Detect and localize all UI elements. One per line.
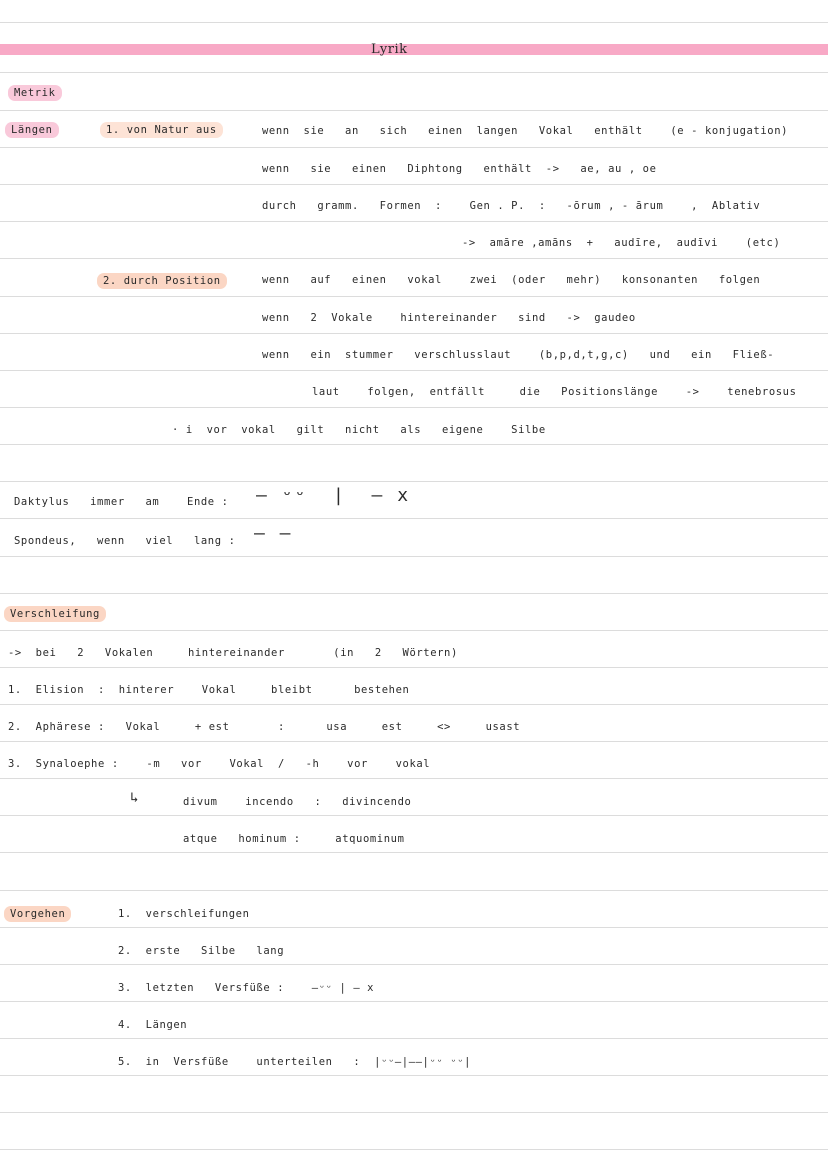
page-title: Lyrik bbox=[371, 42, 408, 57]
ruled-line bbox=[0, 1149, 828, 1150]
ruled-line bbox=[0, 1038, 828, 1039]
vorgehen-step-3: 3. letzten Versfüße : —ᵕᵕ | — x bbox=[118, 982, 375, 994]
position-line-1: wenn auf einen vokal zwei (oder mehr) konsonanten folgen bbox=[262, 274, 761, 286]
position-line-3: wenn ein stummer verschlusslaut (b,p,d,t,g,c) und ein Fließ- bbox=[262, 349, 775, 361]
aphaerese-line: 2. Aphärese : Vokal + est : usa est <> usast bbox=[8, 721, 521, 733]
vorgehen-step-1: 1. verschleifungen bbox=[118, 908, 250, 920]
daktylus-symbol: — ᵕᵕ | — x bbox=[256, 485, 411, 506]
section-label-metrik: Metrik bbox=[8, 85, 62, 101]
title-highlight-bar bbox=[0, 44, 828, 55]
position-line-2: wenn 2 Vokale hintereinander sind -> gaudeo bbox=[262, 312, 636, 324]
ruled-line bbox=[0, 147, 828, 148]
spondeus-text: Spondeus, wenn viel lang : bbox=[14, 535, 236, 547]
natur-line-1: wenn sie an sich einen langen Vokal enthält (e - konjugation) bbox=[262, 125, 789, 137]
ruled-line bbox=[0, 333, 828, 334]
i-vor-vokal-note: · i vor vokal gilt nicht als eigene Silbe bbox=[172, 424, 546, 436]
elision-line: 1. Elision : hinterer Vokal bleibt bestehen bbox=[8, 684, 410, 696]
natur-line-4: -> amāre ,amāns + audīre, audīvi (etc) bbox=[462, 237, 781, 249]
natur-line-3: durch gramm. Formen : Gen . P. : -ōrum , - ārum , Ablativ bbox=[262, 200, 761, 212]
ruled-line bbox=[0, 72, 828, 73]
natur-line-2: wenn sie einen Diphtong enthält -> ae, au , oe bbox=[262, 163, 657, 175]
ruled-line bbox=[0, 518, 828, 519]
section-label-verschleifung: Verschleifung bbox=[4, 606, 106, 622]
hook-arrow-icon: ↳ bbox=[130, 790, 140, 806]
spondeus-symbol: — — bbox=[254, 523, 293, 544]
verschleifung-intro: -> bei 2 Vokalen hintereinander (in 2 Wörtern) bbox=[8, 647, 458, 659]
ruled-line bbox=[0, 370, 828, 371]
ruled-line bbox=[0, 110, 828, 111]
ruled-line bbox=[0, 1001, 828, 1002]
vorgehen-step-5: 5. in Versfüße unterteilen : |ᵕᵕ—|——|ᵕᵕ ᵕᵕ| bbox=[118, 1056, 471, 1068]
section-label-vorgehen: Vorgehen bbox=[4, 906, 71, 922]
position-line-4: laut folgen, entfällt die Positionslänge -> tenebrosus bbox=[312, 386, 797, 398]
ruled-line bbox=[0, 778, 828, 779]
daktylus-text: Daktylus immer am Ende : bbox=[14, 496, 229, 508]
ruled-line bbox=[0, 593, 828, 594]
ruled-line bbox=[0, 815, 828, 816]
ruled-line bbox=[0, 1112, 828, 1113]
ruled-line bbox=[0, 296, 828, 297]
ruled-line bbox=[0, 852, 828, 853]
example-line-1: divum incendo : divincendo bbox=[183, 796, 412, 808]
ruled-line bbox=[0, 964, 828, 965]
natur-label: 1. von Natur aus bbox=[100, 122, 223, 138]
ruled-line bbox=[0, 444, 828, 445]
ruled-line bbox=[0, 890, 828, 891]
position-label: 2. durch Position bbox=[97, 273, 227, 289]
ruled-line bbox=[0, 184, 828, 185]
synaloephe-line: 3. Synaloephe : -m vor Vokal / -h vor vokal bbox=[8, 758, 431, 770]
ruled-line bbox=[0, 556, 828, 557]
ruled-line bbox=[0, 927, 828, 928]
ruled-line bbox=[0, 704, 828, 705]
subsection-label-laengen: Längen bbox=[5, 122, 59, 138]
vorgehen-step-2: 2. erste Silbe lang bbox=[118, 945, 285, 957]
ruled-line bbox=[0, 741, 828, 742]
example-line-2: atque hominum : atquominum bbox=[183, 833, 405, 845]
ruled-line bbox=[0, 630, 828, 631]
ruled-line bbox=[0, 407, 828, 408]
ruled-line bbox=[0, 481, 828, 482]
ruled-line bbox=[0, 221, 828, 222]
vorgehen-step-4: 4. Längen bbox=[118, 1019, 188, 1031]
ruled-line bbox=[0, 667, 828, 668]
ruled-line bbox=[0, 258, 828, 259]
ruled-line bbox=[0, 1075, 828, 1076]
ruled-line bbox=[0, 22, 828, 23]
